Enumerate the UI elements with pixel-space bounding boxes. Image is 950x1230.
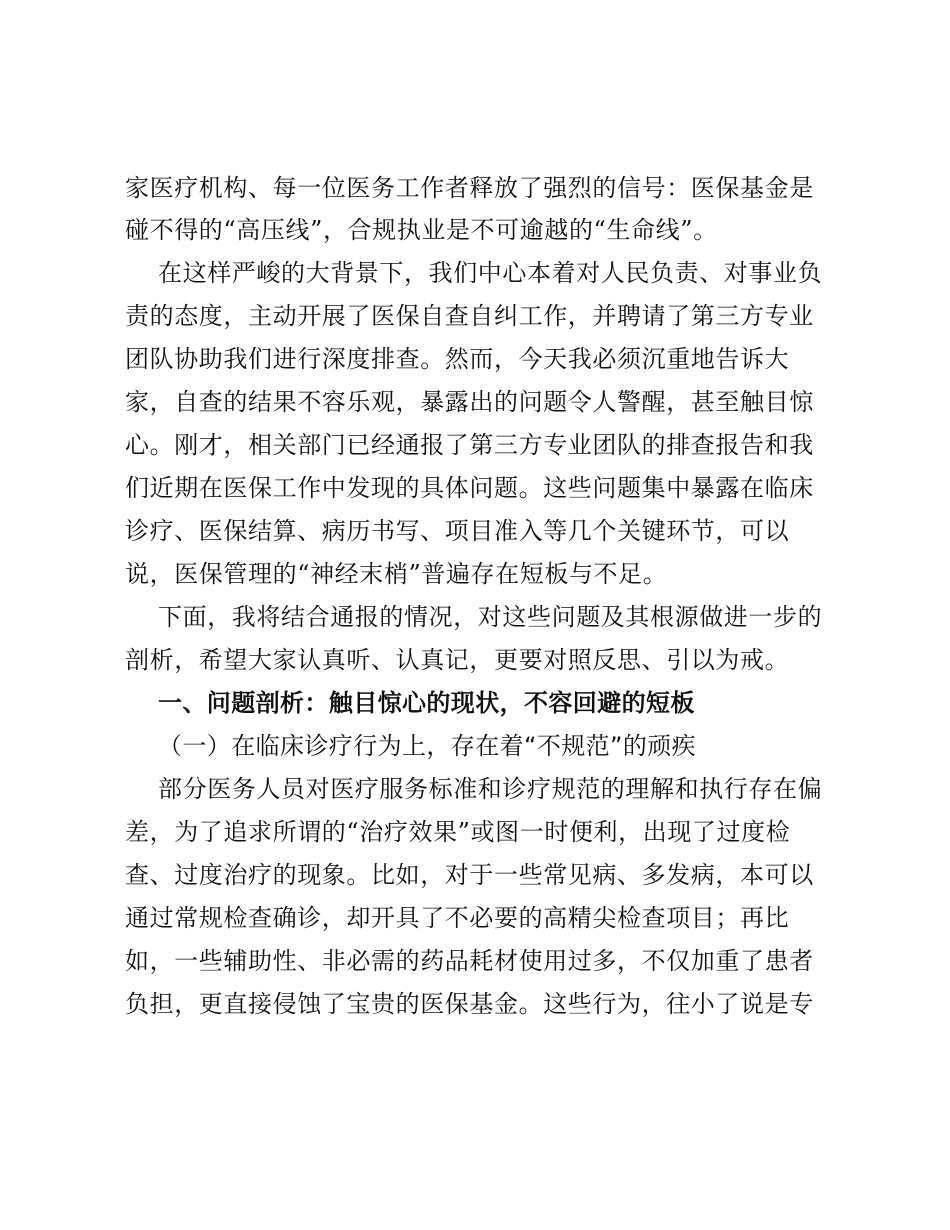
paragraph-line: 剖析，希望大家认真听、认真记，更要对照反思、引以为戒。 (125, 646, 790, 674)
paragraph-line: 碰不得的“高压线”，合规执业是不可逾越的“生命线”。 (125, 216, 718, 244)
paragraph-line: 们近期在医保工作中发现的具体问题。这些问题集中暴露在临床 (125, 474, 814, 502)
paragraph-line: 负担，更直接侵蚀了宝贵的医保基金。这些行为，往小了说是专 (125, 990, 814, 1018)
paragraph-line: 心。刚才，相关部门已经通报了第三方专业团队的排查报告和我 (125, 431, 814, 459)
paragraph-line: 下面，我将结合通报的情况，对这些问题及其根源做进一步的 (158, 603, 823, 631)
paragraph-line: 通过常规检查确诊，却开具了不必要的高精尖检查项目；再比 (125, 904, 790, 932)
subsection-heading: （一）在临床诊疗行为上，存在着“不规范”的顽疾 (158, 732, 697, 760)
section-heading: 一、问题剖析：触目惊心的现状，不容回避的短板 (158, 689, 695, 717)
paragraph-line: 查、过度治疗的现象。比如，对于一些常见病、多发病，本可以 (125, 861, 814, 889)
paragraph-line: 部分医务人员对医疗服务标准和诊疗规范的理解和执行存在偏 (158, 775, 823, 803)
paragraph-line: 差，为了追求所谓的“治疗效果”或图一时便利，出现了过度检 (125, 818, 791, 846)
paragraph-line: 团队协助我们进行深度排查。然而，今天我必须沉重地告诉大 (125, 345, 790, 373)
paragraph-line: 如，一些辅助性、非必需的药品耗材使用过多，不仅加重了患者 (125, 947, 814, 975)
paragraph-line: 家，自查的结果不容乐观，暴露出的问题令人警醒，甚至触目惊 (125, 388, 814, 416)
paragraph-line: 责的态度，主动开展了医保自查自纠工作，并聘请了第三方专业 (125, 302, 814, 330)
paragraph-line: 说，医保管理的“神经末梢”普遍存在短板与不足。 (125, 560, 668, 588)
paragraph-line: 诊疗、医保结算、病历书写、项目准入等几个关键环节，可以 (125, 517, 790, 545)
paragraph-line: 家医疗机构、每一位医务工作者释放了强烈的信号：医保基金是 (125, 174, 814, 202)
paragraph-line: 在这样严峻的大背景下，我们中心本着对人民负责、对事业负 (158, 259, 823, 287)
